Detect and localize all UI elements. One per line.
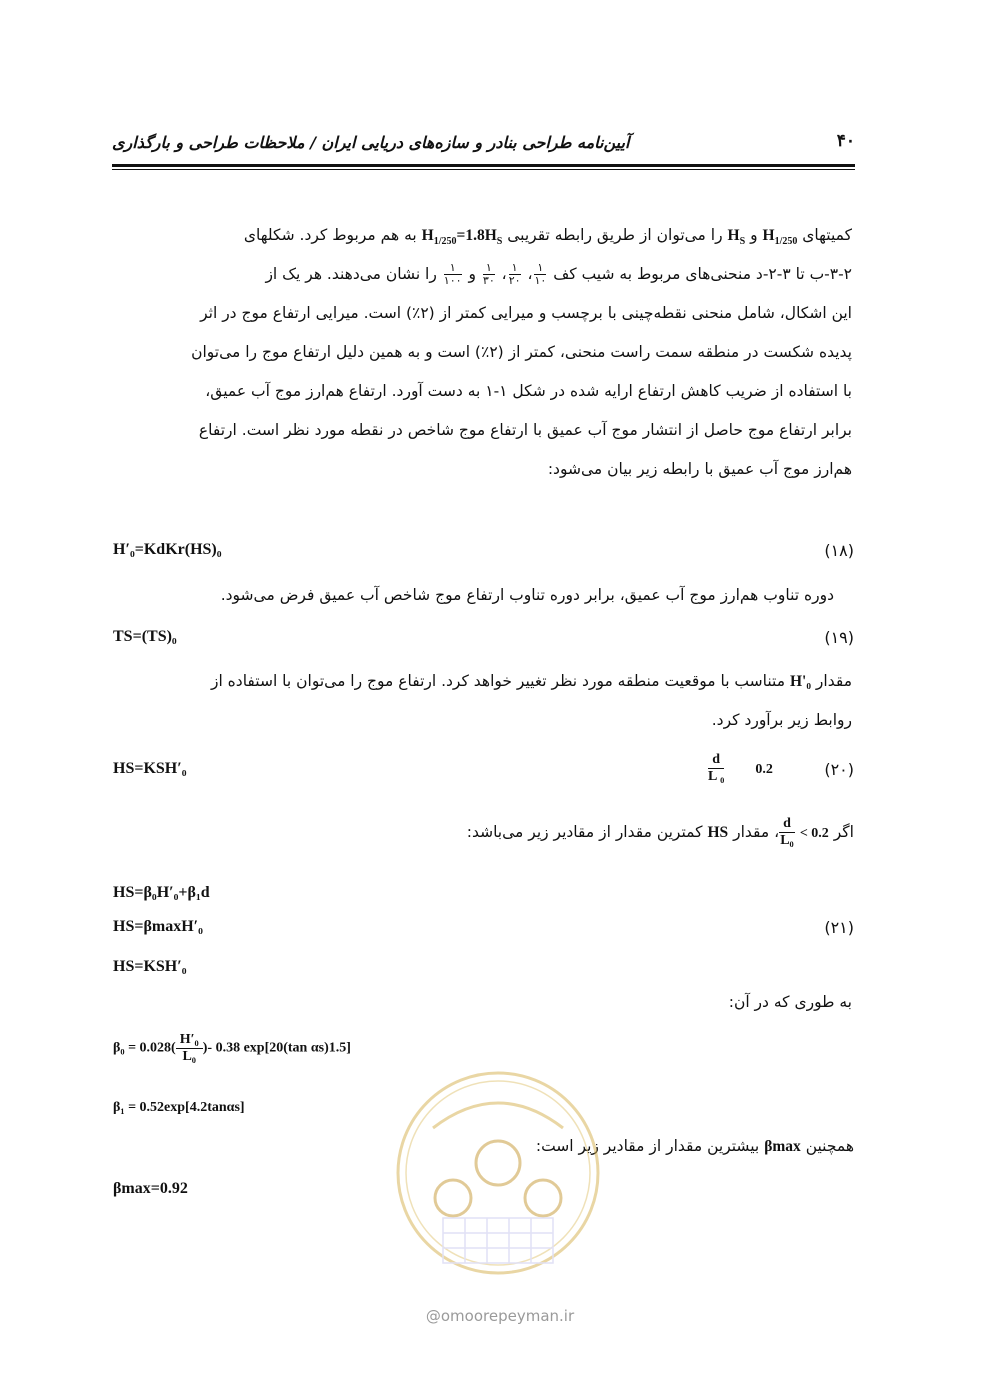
- equation-18: H′₀=KdKr(HS)₀: [113, 541, 222, 558]
- para1-line-7: هم‌ارز موج آب عمیق با رابطه زیر بیان می‌شود:: [547, 460, 852, 478]
- text: کمترین مقدار از مقادیر زیر می‌باشد:: [466, 823, 703, 841]
- text: را نشان می‌دهند. هر یک از: [265, 265, 437, 283]
- fraction-1-100: ۱ ۱۰۰: [443, 261, 462, 287]
- where-line: [112, 983, 852, 1022]
- beta0-rhs: )- 0.38 exp[20(tan αs)1.5]: [202, 1040, 351, 1056]
- text: ۳-۲-ب تا ۳-۲-د منحنی‌های مربوط به شیب کف: [553, 265, 852, 283]
- watermark-url: @omoorepeyman.ir: [425, 1307, 575, 1325]
- para1-line-5: با استفاده از ضریب کاهش ارتفاع ارایه شده در شکل ۱-۱ به دست آورد. ارتفاع هم‌ارز موج آب عمیق،: [205, 382, 852, 400]
- para2-line: دوره تناوب هم‌ارز موج آب عمیق، برابر دوره تناوب ارتفاع موج شاخص آب عمیق فرض می‌شود.: [220, 586, 834, 604]
- symbol-h0-prime: H'₀: [789, 673, 811, 690]
- equation-beta-max: βmax=0.92: [113, 1180, 188, 1197]
- text: را می‌توان از طریق رابطه تقریبی: [507, 226, 723, 244]
- equation-19: TS=(TS)₀: [113, 628, 177, 645]
- equation-21-number: (۲۱): [824, 918, 854, 937]
- equation-18-number: (۱۸): [824, 541, 854, 560]
- paragraph-2: [112, 576, 852, 615]
- equation-21-line-1: HS=β₀H′₀+β₁d: [113, 884, 210, 901]
- symbol-h1250: $H_{1/250}$: [762, 227, 798, 248]
- watermark-seal-logo: [393, 1068, 603, 1278]
- page-number: ۴۰: [836, 131, 855, 151]
- condition-op: < 0.2: [799, 826, 829, 841]
- fraction-h0-l0: $\frac{\text{H′₀}}{\text{L₀}}$: [176, 1032, 203, 1065]
- text: مقدار: [815, 672, 852, 690]
- equation-21-line-3: HS=KSH′₀: [113, 958, 187, 975]
- paragraph-3: [112, 662, 852, 740]
- header-rule-thin: [112, 169, 855, 170]
- text: متناسب با موقعیت منطقه مورد نظر تغییر خواهد کرد. ارتفاع موج را می‌توان با استفاده از: [210, 672, 786, 690]
- para3-line-1: [112, 662, 852, 701]
- equation-beta1: β₁ = 0.52exp[4.2tanαs]: [113, 1100, 245, 1115]
- equation-20-condition: [708, 752, 773, 785]
- symbol-hs: HS: [707, 824, 729, 841]
- header-rule-thick: [112, 164, 855, 167]
- fraction-d-l0-inline: $\frac{d}{\text{L₀}}$: [780, 816, 794, 848]
- para1-line-3: این اشکال، شامل منحنی نقطه‌چینی با برچسب و میرایی کمتر از (۲٪) است. میرایی ارتفاع موج در اثر: [200, 304, 852, 322]
- symbol-beta-max: βmax: [764, 1138, 801, 1155]
- equation-20-number: (۲۰): [824, 760, 854, 779]
- fraction-d-l0: $\frac{d}{\text{L ₀}}$: [708, 752, 725, 784]
- text: اگر: [833, 823, 854, 841]
- fraction-1-10: ۱ ۱۰: [534, 261, 547, 287]
- para1-line-2: ۳-۲-ب تا ۳-۲-د منحنی‌های مربوط به شیب کف ۱ ۱۰، ۱ ۲۰، ۱ ۳۰ و ۱ ۱۰۰ را نشان می‌دهند. هر یک از: [265, 261, 852, 287]
- fraction-1-20: ۱ ۲۰: [508, 261, 521, 287]
- para3-line-2: روابط زیر برآورد کرد.: [711, 711, 852, 729]
- text: همچنین: [805, 1137, 854, 1155]
- relation-h1250: $H_{1/250}=1.8H_S$: [421, 227, 503, 248]
- para1-line-4: پدیده شکست در منطقه سمت راست منحنی، کمتر از (۲٪) است و به همین دلیل ارتفاع موج را می‌توان: [191, 343, 852, 361]
- text: کمیتهای: [802, 226, 852, 244]
- equation-21-line-2: HS=βmaxH′₀: [113, 918, 203, 935]
- equation-19-number: (۱۹): [824, 628, 854, 647]
- where-text: به طوری که در آن:: [728, 993, 852, 1011]
- text: و: [750, 226, 758, 244]
- condition-line: [467, 816, 854, 849]
- symbol-hs: $H_S$: [727, 227, 746, 248]
- text: ، مقدار: [733, 823, 780, 841]
- para1-line-1: [112, 216, 852, 255]
- beta0-lhs: β₀ = 0.028(: [113, 1040, 176, 1056]
- text: به هم مربوط کرد. شکلهای: [243, 226, 417, 244]
- text: بیشترین مقدار از مقادیر زیر است:: [535, 1137, 760, 1155]
- fraction-1-30: ۱ ۳۰: [482, 261, 495, 287]
- equation-20: HS=KSH′₀: [113, 760, 187, 777]
- condition-value: 0.2: [755, 762, 773, 777]
- header-title: آیین‌نامه طراحی بنادر و سازه‌های دریایی ایران / ملاحظات طراحی و بارگذاری: [112, 133, 630, 152]
- paragraph-1: [112, 216, 852, 489]
- equation-beta0: [113, 1032, 351, 1065]
- para1-line-6: برابر ارتفاع موج حاصل از انتشار موج آب عمیق با ارتفاع موج شاخص در نقطه مورد نظر است. ارتفاع: [198, 421, 852, 439]
